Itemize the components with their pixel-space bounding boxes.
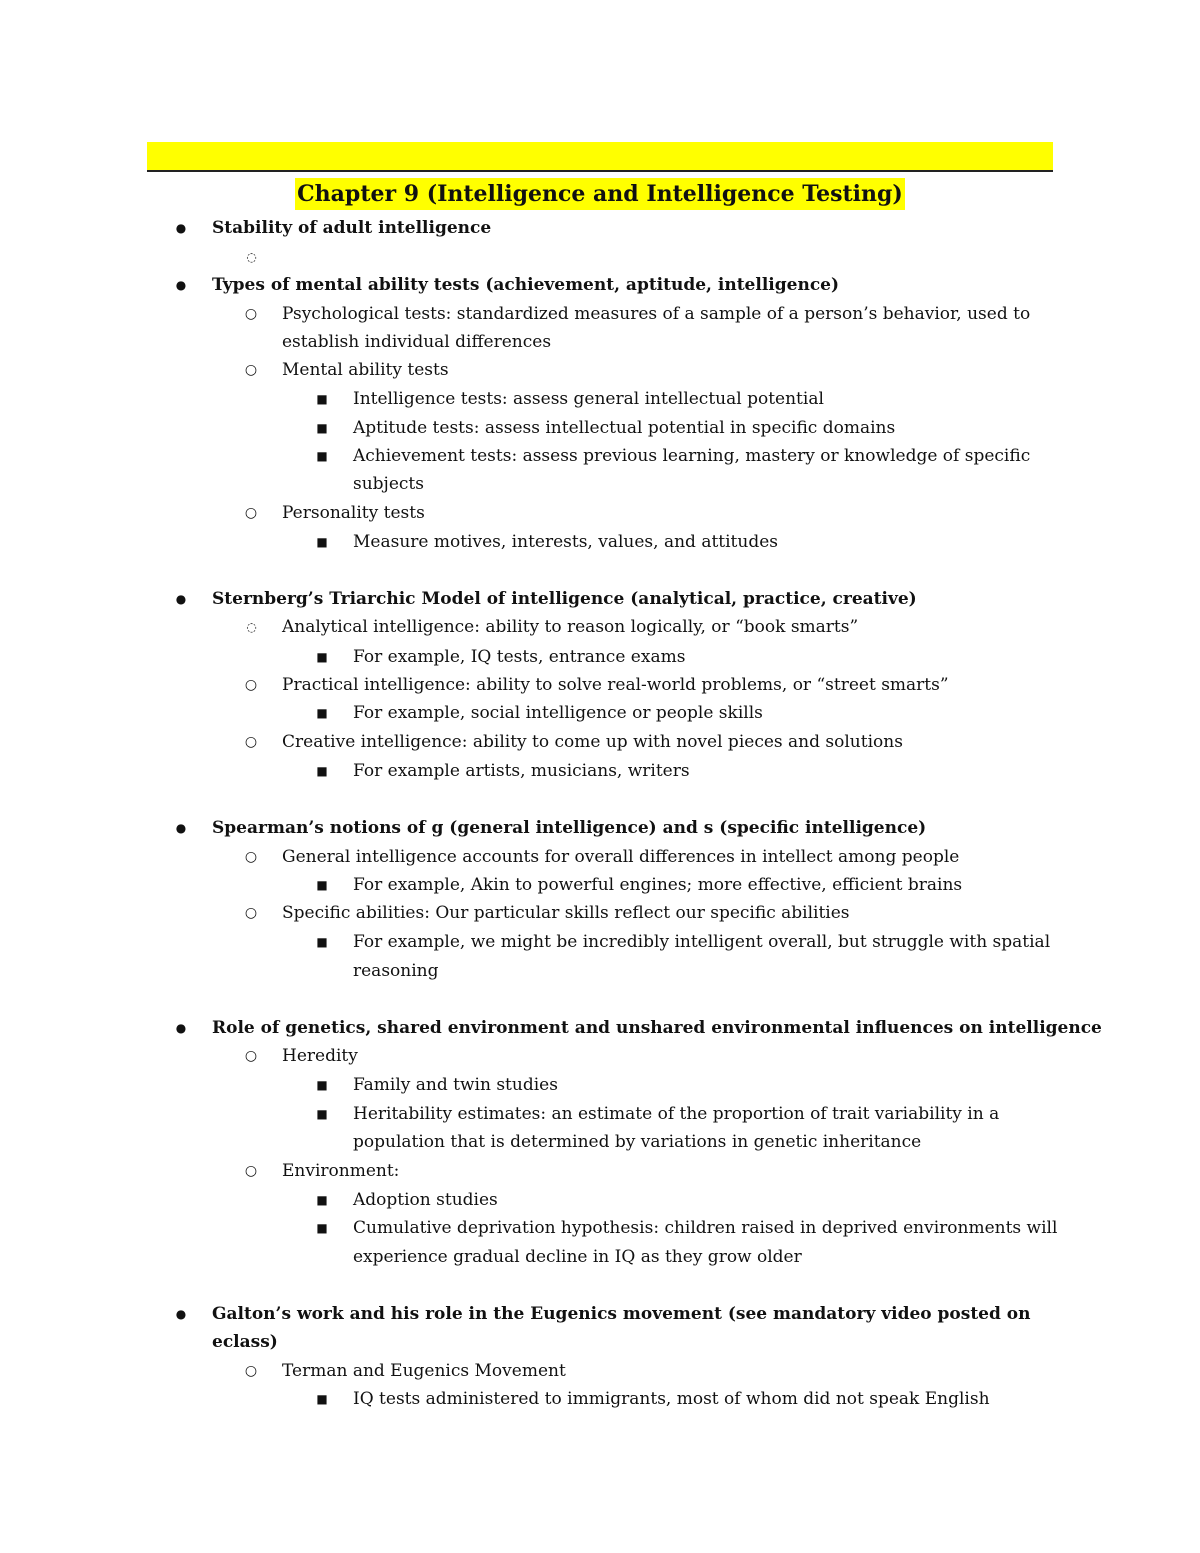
sub-list-item: Adoption studies <box>353 1190 498 1210</box>
bullet-dot-icon: ● <box>175 278 187 292</box>
list-item: Specific abilities: Our particular skills reflect our specific abilities <box>282 903 850 923</box>
bullet-square-icon: ■ <box>316 535 328 549</box>
section-heading: Role of genetics, shared environment and unshared environmental influences on intelligence <box>212 1018 1102 1038</box>
bullet-circle-icon: ○ <box>244 849 258 865</box>
horizontal-rule <box>147 170 1053 172</box>
section-heading-continuation: eclass) <box>212 1332 278 1352</box>
bullet-circle-icon: ○ <box>244 306 258 322</box>
list-item: Psychological tests: standardized measures of a sample of a person’s behavior, used to <box>282 304 1031 324</box>
section-heading: Stability of adult intelligence <box>212 218 492 238</box>
bullet-dot-icon: ● <box>175 821 187 835</box>
bullet-circle-icon: ○ <box>244 677 258 693</box>
bullet-square-icon: ■ <box>316 706 328 720</box>
bullet-circle-icon: ○ <box>244 905 258 921</box>
bullet-circle-icon: ○ <box>244 1363 258 1379</box>
bullet-circle-icon: ○ <box>244 362 258 378</box>
bullet-circle-icon: ○ <box>244 1163 258 1179</box>
bullet-dot-icon: ● <box>175 1307 187 1321</box>
sub-list-item: Achievement tests: assess previous learning, mastery or knowledge of specific <box>353 446 1031 466</box>
bullet-circle-icon: ○ <box>244 734 258 750</box>
bullet-dot-icon: ● <box>175 221 187 235</box>
section-heading: Galton’s work and his role in the Eugenics movement (see mandatory video posted on <box>212 1304 1031 1324</box>
sub-list-item: Aptitude tests: assess intellectual potential in specific domains <box>353 418 896 438</box>
sub-list-item-continuation: population that is determined by variations in genetic inheritance <box>353 1132 922 1152</box>
bullet-square-icon: ■ <box>316 1107 328 1121</box>
empty-bullet-icon: ◌ <box>246 250 256 264</box>
sub-list-item-continuation: subjects <box>353 474 424 494</box>
list-item: Terman and Eugenics Movement <box>282 1361 566 1381</box>
bullet-dot-icon: ● <box>175 1021 187 1035</box>
page-title: Chapter 9 (Intelligence and Intelligence Testing) <box>295 178 905 210</box>
section-heading: Sternberg’s Triarchic Model of intelligence (analytical, practice, creative) <box>212 589 917 609</box>
title-highlight-band <box>147 142 1053 170</box>
bullet-circle-icon: ○ <box>244 1048 258 1064</box>
sub-list-item: Heritability estimates: an estimate of the proportion of trait variability in a <box>353 1104 1000 1124</box>
bullet-circle-icon: ○ <box>244 505 258 521</box>
sub-list-item: For example, social intelligence or people skills <box>353 703 763 723</box>
bullet-square-icon: ■ <box>316 1221 328 1235</box>
list-item: Environment: <box>282 1161 400 1181</box>
bullet-square-icon: ■ <box>316 878 328 892</box>
bullet-square-icon: ■ <box>316 1392 328 1406</box>
list-item: Analytical intelligence: ability to reason logically, or “book smarts” <box>282 617 859 637</box>
sub-list-item: For example, we might be incredibly intelligent overall, but struggle with spatial <box>353 932 1051 952</box>
sub-list-item: For example, IQ tests, entrance exams <box>353 647 686 667</box>
sub-list-item: Measure motives, interests, values, and attitudes <box>353 532 779 552</box>
list-item-continuation: establish individual differences <box>282 332 552 352</box>
list-item: Mental ability tests <box>282 360 449 380</box>
bullet-dotted-circle-icon: ◌ <box>246 620 256 634</box>
bullet-square-icon: ■ <box>316 449 328 463</box>
bullet-square-icon: ■ <box>316 650 328 664</box>
sub-list-item-continuation: experience gradual decline in IQ as they grow older <box>353 1247 802 1267</box>
sub-list-item: For example, Akin to powerful engines; more effective, efficient brains <box>353 875 963 895</box>
sub-list-item-continuation: reasoning <box>353 961 439 981</box>
bullet-square-icon: ■ <box>316 421 328 435</box>
sub-list-item: For example artists, musicians, writers <box>353 761 690 781</box>
list-item: General intelligence accounts for overall differences in intellect among people <box>282 847 960 867</box>
bullet-square-icon: ■ <box>316 935 328 949</box>
bullet-square-icon: ■ <box>316 1078 328 1092</box>
list-item: Creative intelligence: ability to come up with novel pieces and solutions <box>282 732 903 752</box>
list-item: Practical intelligence: ability to solve real-world problems, or “street smarts” <box>282 675 949 695</box>
section-heading: Types of mental ability tests (achievement, aptitude, intelligence) <box>212 275 840 295</box>
sub-list-item: IQ tests administered to immigrants, most of whom did not speak English <box>353 1389 990 1409</box>
section-heading: Spearman’s notions of g (general intelligence) and s (specific intelligence) <box>212 818 927 838</box>
sub-list-item: Intelligence tests: assess general intellectual potential <box>353 389 824 409</box>
bullet-square-icon: ■ <box>316 392 328 406</box>
bullet-square-icon: ■ <box>316 1193 328 1207</box>
sub-list-item: Cumulative deprivation hypothesis: children raised in deprived environments will <box>353 1218 1058 1238</box>
bullet-dot-icon: ● <box>175 592 187 606</box>
list-item: Heredity <box>282 1046 358 1066</box>
bullet-square-icon: ■ <box>316 764 328 778</box>
page-title-wrap <box>0 178 1200 210</box>
list-item: Personality tests <box>282 503 425 523</box>
sub-list-item: Family and twin studies <box>353 1075 558 1095</box>
